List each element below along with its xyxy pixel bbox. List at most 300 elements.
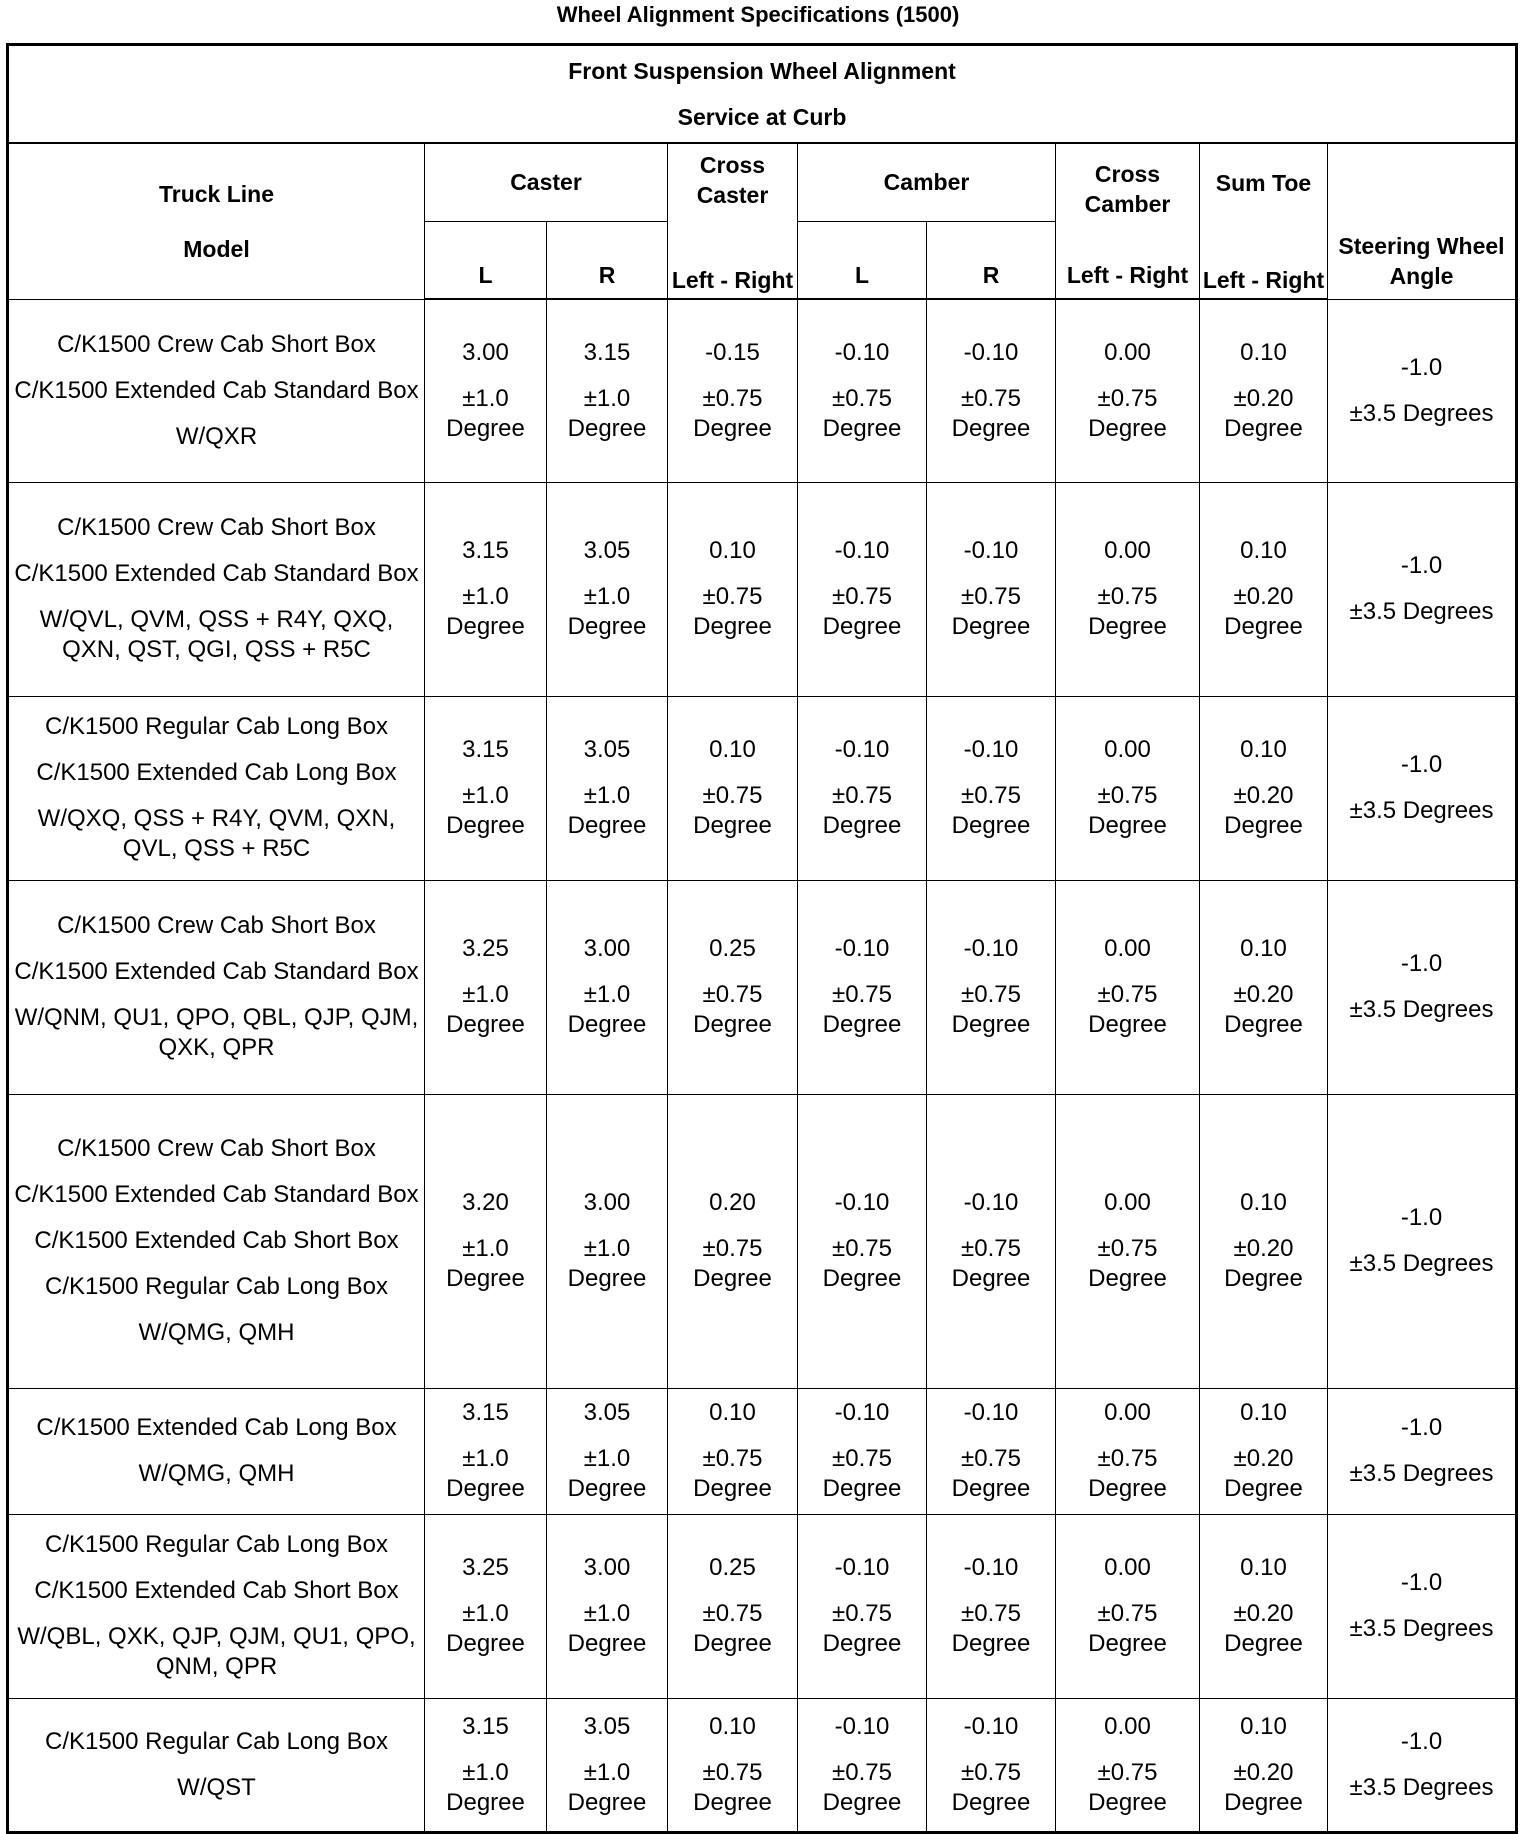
sum-toe-cell — [1200, 696, 1328, 880]
spec-value: 0.00 — [1104, 537, 1151, 564]
spec-value: 0.10 — [709, 736, 756, 763]
tolerance-value: ±0.75 — [702, 384, 763, 412]
model-line: C/K1500 Crew Cab Short Box — [57, 1135, 376, 1162]
steering-cell — [1328, 880, 1517, 1094]
tolerance-unit: Degree — [951, 1265, 1031, 1292]
caster-l-cell — [425, 1698, 547, 1832]
tolerance-unit: Degree — [1224, 1475, 1303, 1502]
steering-value: -1.0 — [1400, 1727, 1443, 1755]
tolerance-unit: Degree — [446, 613, 525, 640]
tolerance-unit: Degree — [1224, 1788, 1303, 1816]
sum-toe-cell — [1200, 482, 1328, 696]
tolerance-value: ±0.75 — [1097, 384, 1158, 412]
tolerance-value: ±1.0 — [462, 1600, 509, 1627]
header-cross-camber-label: Cross Camber — [1084, 161, 1171, 217]
model-line: W/QMG, QMH — [138, 1319, 295, 1346]
tolerance-unit: Degree — [567, 414, 647, 442]
tolerance-value: ±0.75 — [961, 384, 1021, 412]
caster-r-cell — [547, 880, 668, 1094]
model-cell — [8, 1094, 425, 1388]
tolerance-unit: Degree — [1088, 1475, 1167, 1502]
tolerance-unit: Degree — [693, 1011, 772, 1038]
camber-l-cell — [798, 1514, 927, 1698]
banner-title: Front Suspension Wheel Alignment — [568, 58, 956, 84]
tolerance-unit: Degree — [446, 812, 525, 839]
cross-camber-cell — [1056, 1388, 1200, 1514]
spec-value: 0.10 — [1240, 1554, 1287, 1581]
camber-r-cell — [927, 1698, 1056, 1832]
cross-caster-cell — [668, 1094, 798, 1388]
steering-cell — [1328, 482, 1517, 696]
spec-value: 0.00 — [1104, 1189, 1151, 1216]
spec-value: 3.15 — [462, 537, 509, 564]
cross-camber-cell — [1056, 299, 1200, 482]
tolerance-unit: Degree — [951, 812, 1031, 839]
camber-l-cell — [798, 1094, 927, 1388]
tolerance-unit: Degree — [1088, 613, 1167, 640]
cross-caster-cell — [668, 880, 798, 1094]
tolerance-value: ±0.75 — [1097, 1600, 1158, 1627]
caster-l-cell — [425, 299, 547, 482]
tolerance-value: ±1.0 — [462, 1758, 509, 1786]
tolerance-value: ±0.75 — [832, 1758, 892, 1786]
sum-toe-cell — [1200, 880, 1328, 1094]
tolerance-value: ±1.0 — [583, 1445, 631, 1472]
tolerance-value: ±0.20 — [1233, 782, 1294, 809]
tolerance-value: ±0.75 — [832, 1235, 892, 1262]
tolerance-value: ±1.0 — [462, 1235, 509, 1262]
model-cell — [8, 299, 425, 482]
steering-value: -1.0 — [1400, 353, 1443, 381]
spec-value: 3.05 — [583, 537, 631, 564]
tolerance-unit: Degree — [1088, 1011, 1167, 1038]
table-row — [8, 1698, 1517, 1832]
spec-value: -0.10 — [963, 1399, 1019, 1426]
tolerance-value: ±0.75 — [961, 782, 1021, 809]
tolerance-unit: Degree — [951, 1475, 1031, 1502]
header-truck-line: Truck Line — [158, 180, 275, 207]
tolerance-value: ±1.0 — [583, 583, 631, 610]
tolerance-value: ±0.75 — [961, 1235, 1021, 1262]
cross-caster-cell — [668, 1388, 798, 1514]
tolerance-unit: Degree — [822, 414, 902, 442]
tolerance-value: ±1.0 — [462, 583, 509, 610]
tolerance-unit: Degree — [822, 1265, 902, 1292]
model-line: C/K1500 Extended Cab Long Box — [36, 1414, 397, 1441]
tolerance-unit: Degree — [693, 1630, 772, 1657]
tolerance-value: ±0.75 — [961, 981, 1021, 1008]
tolerance-value: ±0.20 — [1233, 1445, 1294, 1472]
tolerance-unit: Degree — [822, 812, 902, 839]
tolerance-unit: Degree — [567, 812, 647, 839]
table-row — [8, 482, 1517, 696]
tolerance-value: ±0.75 — [702, 1235, 763, 1262]
steering-value: -1.0 — [1400, 751, 1443, 778]
camber-l-cell — [798, 482, 927, 696]
steering-cell — [1328, 696, 1517, 880]
header-sum-toe: Sum Toe — [1200, 143, 1328, 221]
spec-value: 0.10 — [709, 1712, 756, 1740]
header-camber-r: R — [927, 221, 1056, 299]
spec-value: 3.15 — [462, 1712, 509, 1740]
tolerance-value: ±0.75 — [832, 583, 892, 610]
model-line: W/QXQ, QSS + R4Y, QVM, QXN, QVL, QSS + R5C — [37, 805, 396, 862]
header-steering — [1328, 143, 1517, 299]
cross-caster-cell — [668, 1514, 798, 1698]
tolerance-value: ±0.75 — [961, 1758, 1021, 1786]
tolerance-unit: Degree — [822, 1011, 902, 1038]
caster-l-cell — [425, 880, 547, 1094]
steering-tolerance: ±3.5 Degrees — [1349, 1460, 1494, 1487]
camber-l-cell — [798, 299, 927, 482]
banner-subtitle: Service at Curb — [677, 104, 847, 130]
tolerance-value: ±0.75 — [832, 1445, 892, 1472]
caster-r-cell — [547, 482, 668, 696]
spec-value: -0.10 — [963, 736, 1019, 763]
spec-value: 0.10 — [1240, 736, 1287, 763]
header-model: Model — [183, 235, 250, 262]
camber-l-cell — [798, 1698, 927, 1832]
tolerance-unit: Degree — [567, 1788, 647, 1816]
tolerance-value: ±0.20 — [1233, 583, 1294, 610]
spec-value: 3.15 — [583, 338, 631, 366]
tolerance-value: ±0.75 — [702, 1445, 763, 1472]
model-line: C/K1500 Crew Cab Short Box — [57, 514, 376, 541]
camber-r-cell — [927, 880, 1056, 1094]
cross-camber-cell — [1056, 880, 1200, 1094]
tolerance-unit: Degree — [1224, 1265, 1303, 1292]
tolerance-value: ±0.75 — [961, 1445, 1021, 1472]
tolerance-unit: Degree — [693, 1265, 772, 1292]
model-cell — [8, 1698, 425, 1832]
table-row — [8, 1388, 1517, 1514]
tolerance-value: ±0.75 — [1097, 1235, 1158, 1262]
tolerance-value: ±0.75 — [832, 981, 892, 1008]
steering-tolerance: ±3.5 Degrees — [1349, 399, 1494, 427]
spec-value: 0.00 — [1104, 338, 1151, 366]
caster-r-cell — [547, 1094, 668, 1388]
tolerance-unit: Degree — [567, 613, 647, 640]
cross-caster-cell — [668, 1698, 798, 1832]
table-row — [8, 1094, 1517, 1388]
model-line: C/K1500 Extended Cab Standard Box — [14, 560, 419, 587]
tolerance-unit: Degree — [446, 1630, 525, 1657]
header-sum-toe-sub: Left - Right — [1200, 221, 1328, 299]
spec-value: -0.10 — [834, 1554, 890, 1581]
spec-value: 3.00 — [462, 338, 509, 366]
camber-r-cell — [927, 299, 1056, 482]
tolerance-value: ±1.0 — [583, 782, 631, 809]
caster-r-cell — [547, 696, 668, 880]
steering-value: -1.0 — [1400, 1569, 1443, 1596]
wheel-alignment-table — [6, 43, 1518, 1834]
model-line: W/QMG, QMH — [138, 1460, 295, 1487]
tolerance-value: ±0.75 — [832, 782, 892, 809]
cross-camber-cell — [1056, 1698, 1200, 1832]
tolerance-unit: Degree — [1224, 414, 1303, 442]
tolerance-unit: Degree — [951, 613, 1031, 640]
camber-r-cell — [927, 1514, 1056, 1698]
spec-value: 3.00 — [583, 1189, 631, 1216]
spec-value: -0.10 — [963, 338, 1019, 366]
tolerance-unit: Degree — [1088, 1630, 1167, 1657]
tolerance-value: ±1.0 — [583, 1758, 631, 1786]
tolerance-unit: Degree — [446, 1265, 525, 1292]
model-line: W/QVL, QVM, QSS + R4Y, QXQ, QXN, QST, QGI, QSS + R5C — [39, 606, 394, 663]
tolerance-value: ±1.0 — [462, 384, 509, 412]
spec-value: -0.15 — [705, 338, 760, 366]
tolerance-unit: Degree — [693, 414, 772, 442]
tolerance-unit: Degree — [1088, 1265, 1167, 1292]
camber-r-cell — [927, 1388, 1056, 1514]
cross-caster-cell — [668, 299, 798, 482]
spec-value: 0.10 — [1240, 1399, 1287, 1426]
tolerance-value: ±0.75 — [1097, 583, 1158, 610]
table-row — [8, 299, 1517, 482]
camber-r-cell — [927, 482, 1056, 696]
tolerance-unit: Degree — [567, 1011, 647, 1038]
spec-value: 0.25 — [709, 1554, 756, 1581]
sum-toe-cell — [1200, 1698, 1328, 1832]
model-line: C/K1500 Extended Cab Standard Box — [14, 376, 419, 404]
camber-r-cell — [927, 696, 1056, 880]
spec-value: 0.00 — [1104, 1712, 1151, 1740]
model-cell — [8, 696, 425, 880]
sum-toe-cell — [1200, 1388, 1328, 1514]
caster-r-cell — [547, 1388, 668, 1514]
table-body — [8, 299, 1517, 1832]
tolerance-unit: Degree — [1224, 613, 1303, 640]
header-camber-l: L — [798, 221, 927, 299]
spec-value: 0.00 — [1104, 736, 1151, 763]
model-line: C/K1500 Regular Cab Long Box — [45, 713, 388, 740]
tolerance-value: ±1.0 — [462, 981, 509, 1008]
model-line: C/K1500 Regular Cab Long Box — [45, 1727, 388, 1755]
spec-value: 3.15 — [462, 1399, 509, 1426]
spec-value: 0.00 — [1104, 935, 1151, 962]
spec-value: 0.10 — [1240, 935, 1287, 962]
header-cross-caster-label: Cross Caster — [696, 152, 769, 208]
camber-r-cell — [927, 1094, 1056, 1388]
cross-camber-cell — [1056, 482, 1200, 696]
model-line: W/QNM, QU1, QPO, QBL, QJP, QJM, QXK, QPR — [14, 1004, 419, 1061]
steering-cell — [1328, 1514, 1517, 1698]
model-line: C/K1500 Extended Cab Standard Box — [14, 1181, 419, 1208]
steering-value: -1.0 — [1400, 1204, 1443, 1231]
spec-value: 0.20 — [709, 1189, 756, 1216]
model-line: C/K1500 Crew Cab Short Box — [57, 330, 376, 358]
caster-r-cell — [547, 299, 668, 482]
model-line: C/K1500 Extended Cab Long Box — [36, 759, 397, 786]
tolerance-value: ±1.0 — [583, 1235, 631, 1262]
tolerance-unit: Degree — [693, 1788, 772, 1816]
tolerance-unit: Degree — [1088, 414, 1167, 442]
spec-value: 0.10 — [709, 1399, 756, 1426]
model-line: C/K1500 Extended Cab Short Box — [34, 1577, 399, 1604]
cross-caster-cell — [668, 482, 798, 696]
steering-cell — [1328, 299, 1517, 482]
tolerance-value: ±1.0 — [462, 782, 509, 809]
tolerance-unit: Degree — [822, 1630, 902, 1657]
tolerance-unit: Degree — [822, 613, 902, 640]
tolerance-unit: Degree — [567, 1265, 647, 1292]
tolerance-unit: Degree — [1224, 812, 1303, 839]
spec-value: 3.05 — [583, 1712, 631, 1740]
model-line: C/K1500 Extended Cab Standard Box — [14, 958, 419, 985]
tolerance-value: ±0.75 — [1097, 782, 1158, 809]
steering-tolerance: ±3.5 Degrees — [1349, 1773, 1494, 1801]
model-cell — [8, 1388, 425, 1514]
header-cross-caster-sub: Left - Right — [668, 221, 798, 299]
tolerance-value: ±0.75 — [1097, 1758, 1158, 1786]
table-row — [8, 696, 1517, 880]
header-caster-r: R — [547, 221, 668, 299]
tolerance-value: ±0.20 — [1233, 1758, 1294, 1786]
header-truck-line-model — [8, 143, 425, 299]
document-title: Wheel Alignment Specifications (1500) — [556, 2, 960, 27]
tolerance-value: ±1.0 — [583, 1600, 631, 1627]
tolerance-value: ±1.0 — [583, 384, 631, 412]
tolerance-value: ±0.75 — [961, 583, 1021, 610]
steering-cell — [1328, 1094, 1517, 1388]
steering-tolerance: ±3.5 Degrees — [1349, 797, 1494, 824]
tolerance-unit: Degree — [822, 1788, 902, 1816]
steering-tolerance: ±3.5 Degrees — [1349, 1250, 1494, 1277]
tolerance-unit: Degree — [1224, 1011, 1303, 1038]
header-steering-label: Steering Wheel Angle — [1338, 232, 1505, 289]
spec-value: 3.00 — [583, 1554, 631, 1581]
spec-value: -0.10 — [834, 338, 890, 366]
steering-tolerance: ±3.5 Degrees — [1349, 1615, 1494, 1642]
steering-cell — [1328, 1698, 1517, 1832]
cross-camber-cell — [1056, 1094, 1200, 1388]
spec-value: -0.10 — [834, 1399, 890, 1426]
header-caster-l: L — [425, 221, 547, 299]
steering-value: -1.0 — [1400, 552, 1443, 579]
tolerance-value: ±1.0 — [462, 1445, 509, 1472]
tolerance-value: ±0.20 — [1233, 981, 1294, 1008]
sum-toe-cell — [1200, 1094, 1328, 1388]
steering-value: -1.0 — [1400, 1414, 1443, 1441]
camber-l-cell — [798, 696, 927, 880]
spec-value: -0.10 — [963, 1554, 1019, 1581]
table-banner — [8, 45, 1517, 144]
tolerance-value: ±1.0 — [583, 981, 631, 1008]
model-line: C/K1500 Crew Cab Short Box — [57, 912, 376, 939]
tolerance-unit: Degree — [822, 1475, 902, 1502]
tolerance-value: ±0.20 — [1233, 1235, 1294, 1262]
cross-camber-cell — [1056, 696, 1200, 880]
model-cell — [8, 880, 425, 1094]
spec-value: 0.10 — [1240, 1712, 1287, 1740]
tolerance-unit: Degree — [951, 1011, 1031, 1038]
steering-cell — [1328, 1388, 1517, 1514]
spec-value: 3.05 — [583, 1399, 631, 1426]
tolerance-value: ±0.75 — [702, 782, 763, 809]
model-cell — [8, 482, 425, 696]
caster-l-cell — [425, 482, 547, 696]
tolerance-unit: Degree — [567, 1475, 647, 1502]
spec-value: 0.00 — [1104, 1554, 1151, 1581]
tolerance-value: ±0.75 — [832, 1600, 892, 1627]
camber-l-cell — [798, 880, 927, 1094]
model-cell — [8, 1514, 425, 1698]
cross-camber-cell — [1056, 1514, 1200, 1698]
tolerance-unit: Degree — [693, 1475, 772, 1502]
tolerance-value: ±0.75 — [702, 981, 763, 1008]
sum-toe-cell — [1200, 299, 1328, 482]
tolerance-unit: Degree — [951, 414, 1031, 442]
model-line: C/K1500 Regular Cab Long Box — [45, 1273, 388, 1300]
spec-value: 3.15 — [462, 736, 509, 763]
tolerance-value: ±0.20 — [1233, 1600, 1294, 1627]
spec-value: -0.10 — [834, 1712, 890, 1740]
header-cross-caster — [668, 143, 798, 221]
spec-value: -0.10 — [963, 1712, 1019, 1740]
tolerance-unit: Degree — [446, 1788, 525, 1816]
tolerance-value: ±0.75 — [832, 384, 892, 412]
tolerance-value: ±0.75 — [1097, 1445, 1158, 1472]
spec-value: 0.10 — [709, 537, 756, 564]
tolerance-unit: Degree — [1088, 812, 1167, 839]
tolerance-value: ±0.20 — [1233, 384, 1294, 412]
spec-value: 0.00 — [1104, 1399, 1151, 1426]
table-row — [8, 1514, 1517, 1698]
model-line: W/QXR — [175, 422, 258, 450]
spec-value: -0.10 — [834, 537, 890, 564]
caster-l-cell — [425, 1388, 547, 1514]
steering-value: -1.0 — [1400, 950, 1443, 977]
tolerance-unit: Degree — [1088, 1788, 1167, 1816]
caster-r-cell — [547, 1514, 668, 1698]
caster-r-cell — [547, 1698, 668, 1832]
spec-value: 3.25 — [462, 1554, 509, 1581]
tolerance-value: ±0.75 — [702, 583, 763, 610]
model-line: C/K1500 Extended Cab Short Box — [34, 1227, 399, 1254]
caster-l-cell — [425, 696, 547, 880]
spec-value: -0.10 — [834, 736, 890, 763]
spec-value: 0.10 — [1240, 537, 1287, 564]
model-line: C/K1500 Regular Cab Long Box — [45, 1531, 388, 1558]
spec-value: 3.25 — [462, 935, 509, 962]
spec-value: -0.10 — [963, 1189, 1019, 1216]
header-cross-camber — [1056, 143, 1200, 221]
spec-value: -0.10 — [834, 935, 890, 962]
spec-value: 0.10 — [1240, 338, 1287, 366]
caster-l-cell — [425, 1514, 547, 1698]
header-caster: Caster — [425, 143, 668, 221]
header-cross-camber-sub: Left - Right — [1056, 221, 1200, 299]
model-line: W/QBL, QXK, QJP, QJM, QU1, QPO, QNM, QPR — [17, 1623, 416, 1680]
cross-caster-cell — [668, 696, 798, 880]
tolerance-value: ±0.75 — [961, 1600, 1021, 1627]
tolerance-unit: Degree — [951, 1630, 1031, 1657]
spec-value: 3.20 — [462, 1189, 509, 1216]
tolerance-value: ±0.75 — [702, 1758, 763, 1786]
tolerance-unit: Degree — [693, 812, 772, 839]
tolerance-unit: Degree — [446, 1011, 525, 1038]
camber-l-cell — [798, 1388, 927, 1514]
spec-value: -0.10 — [834, 1189, 890, 1216]
header-camber: Camber — [798, 143, 1056, 221]
spec-value: 3.00 — [583, 935, 631, 962]
tolerance-value: ±0.75 — [702, 1600, 763, 1627]
tolerance-unit: Degree — [567, 1630, 647, 1657]
table-row — [8, 880, 1517, 1094]
spec-value: -0.10 — [963, 537, 1019, 564]
model-line: W/QST — [177, 1773, 256, 1801]
spec-value: 0.10 — [1240, 1189, 1287, 1216]
